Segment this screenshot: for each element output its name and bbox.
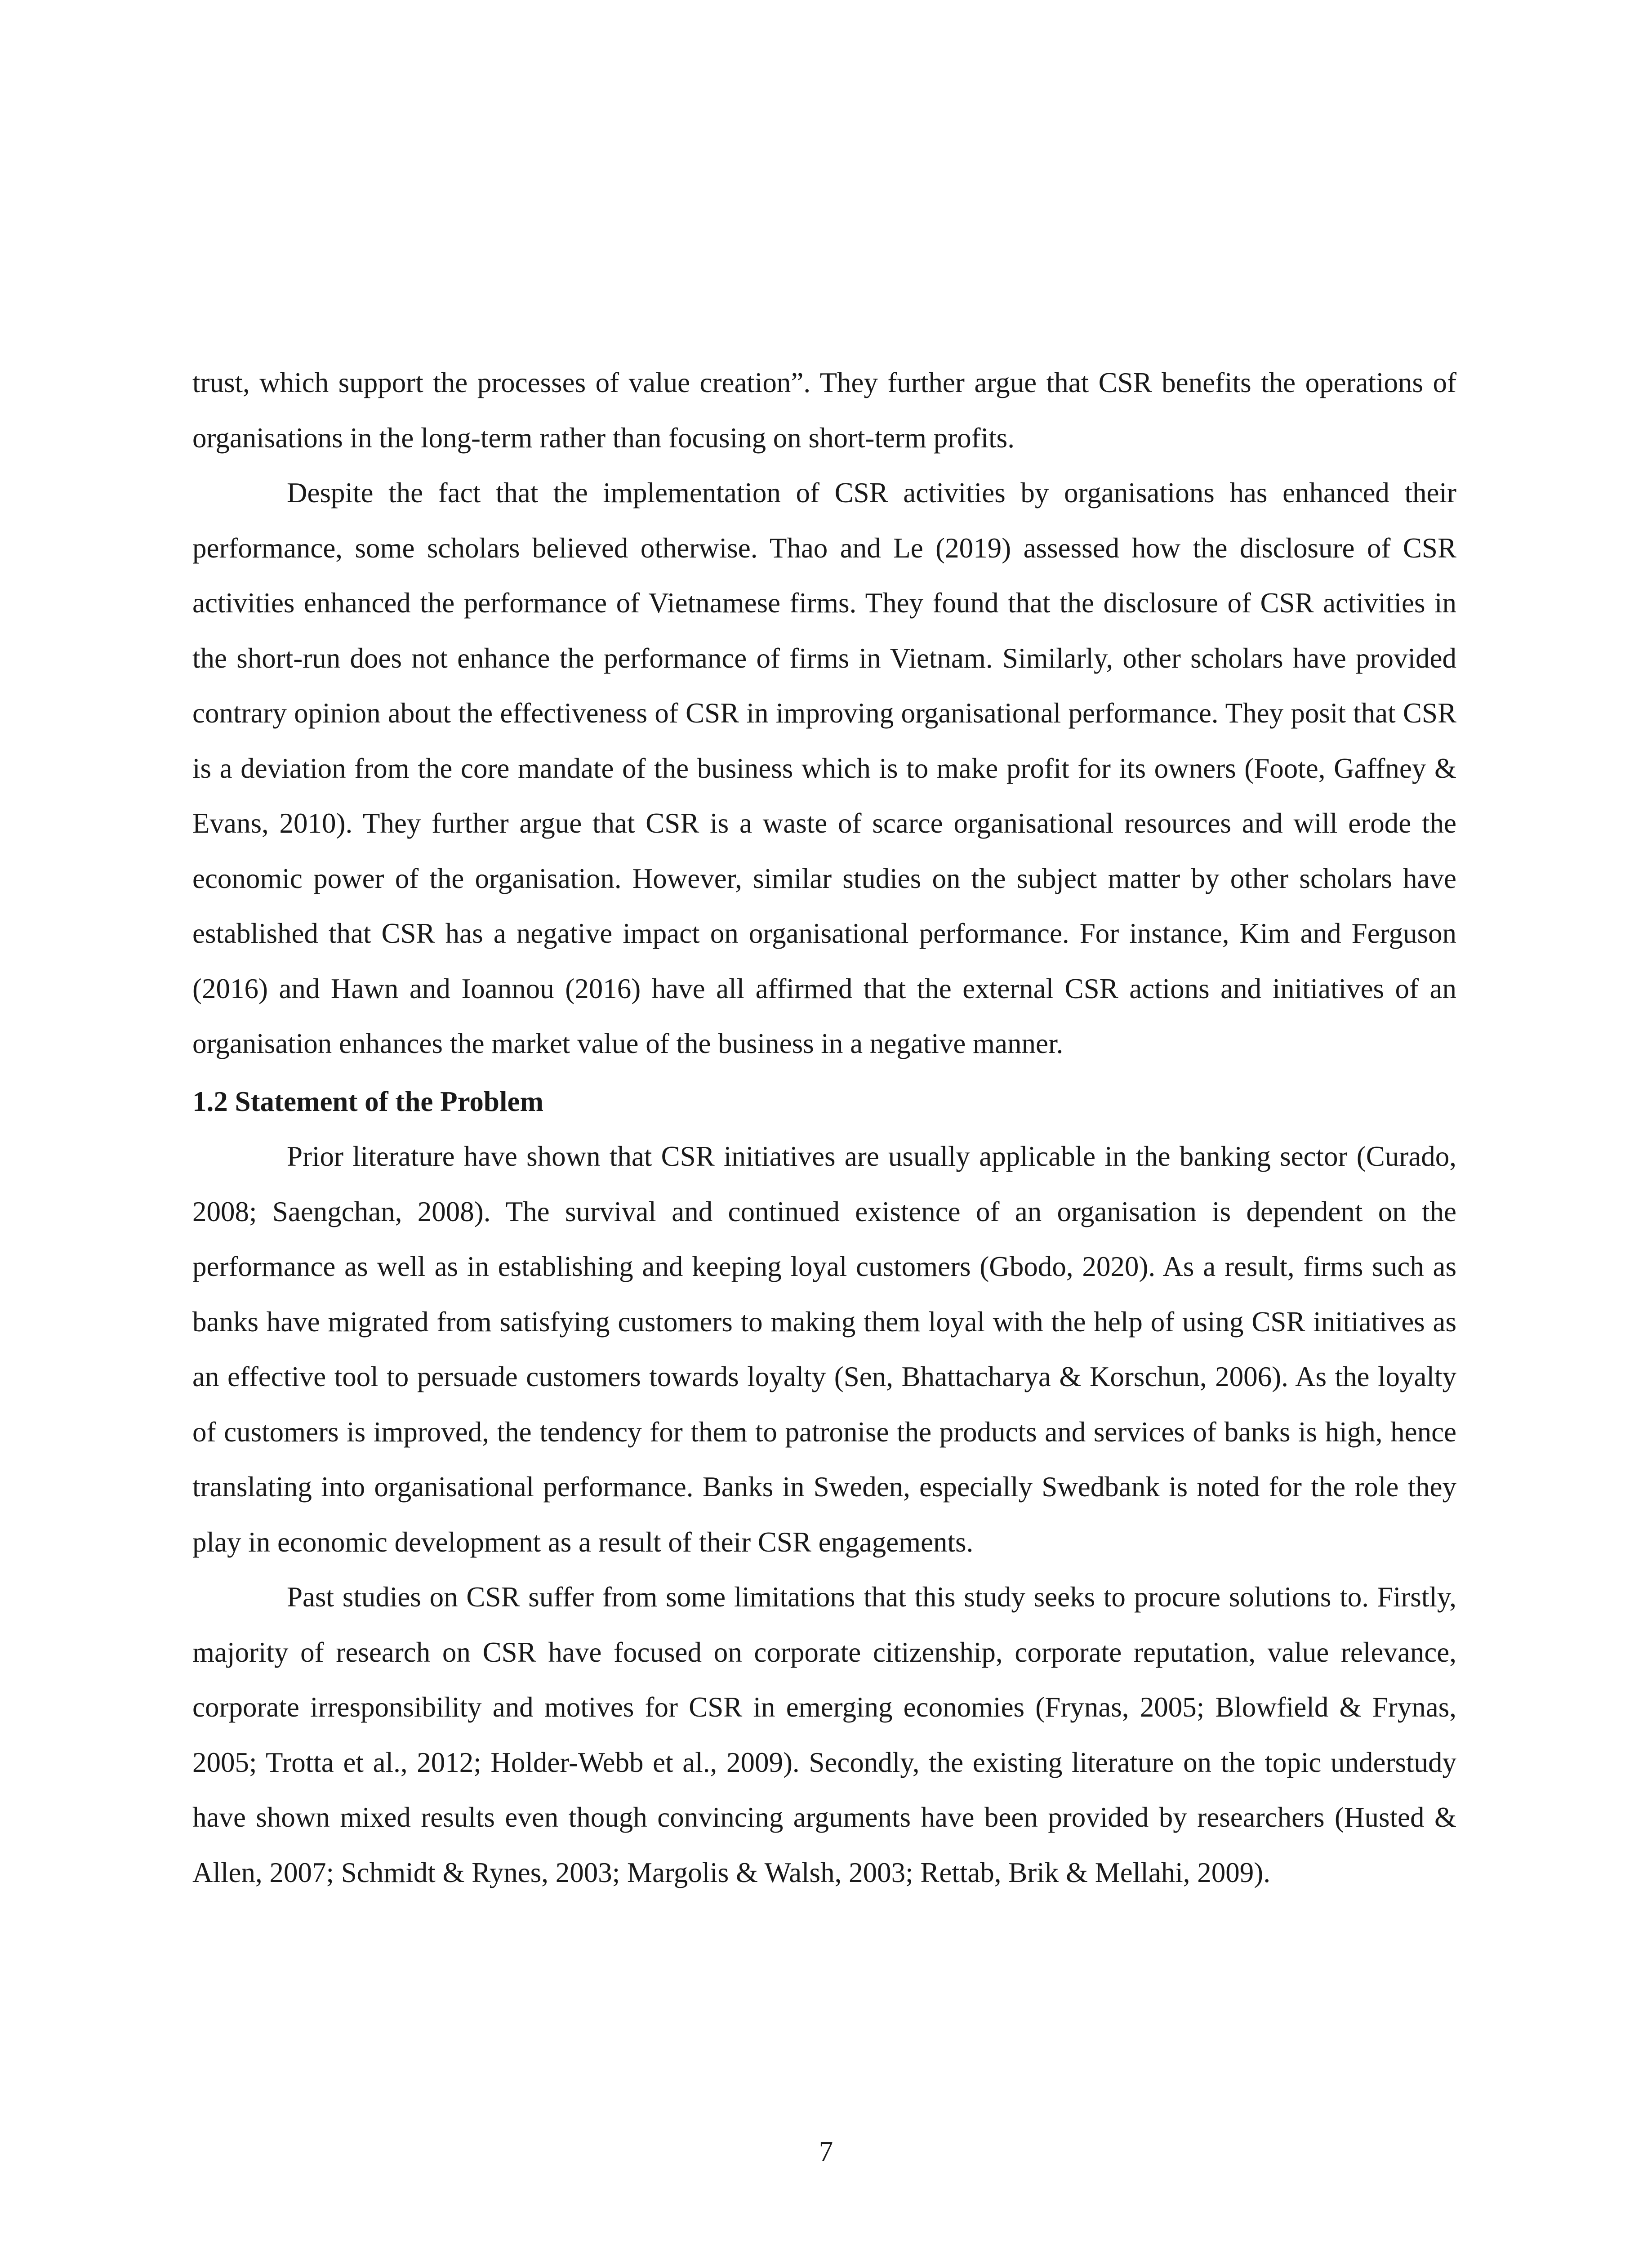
section-heading: 1.2 Statement of the Problem xyxy=(192,1085,543,1117)
body-text xyxy=(192,355,1456,1900)
paragraph-problem-limitations: Past studies on CSR suffer from some limitations that this study seeks to procure solutions to. Firstly, majority of research on CSR have focused on corporate citizenship, corporate reputation, value relevance, corporate irresponsibility and motives for CSR in emerging economies (Frynas, 2005; Blowfield & Frynas, 2005; Trotta et al., 2012; Holder-Webb et al., 2009). Secondly, the existing literature on the topic understudy have shown mixed results even though convincing arguments have been provided by researchers (Husted & Allen, 2007; Schmidt & Rynes, 2003; Margolis & Walsh, 2003; Rettab, Brik & Mellahi, 2009). xyxy=(192,1581,1456,1888)
paragraph-continued: trust, which support the processes of value creation”. They further argue that CSR benefits the operations of organisations in the long-term rather than focusing on short-term profits. xyxy=(192,367,1456,454)
paragraph-problem-banking: Prior literature have shown that CSR initiatives are usually applicable in the banking sector (Curado, 2008; Saengchan, 2008). The survival and continued existence of an organisation is dependent on the performance as well as in establishing and keeping loyal customers (Gbodo, 2020). As a result, firms such as banks have migrated from satisfying customers to making them loyal with the help of using CSR initiatives as an effective tool to persuade customers towards loyalty (Sen, Bhattacharya & Korschun, 2006). As the loyalty of customers is improved, the tendency for them to patronise the products and services of banks is high, hence translating into organisational performance. Banks in Sweden, especially Swedbank is noted for the role they play in economic development as a result of their CSR engagements. xyxy=(192,1141,1456,1558)
page-number: 7 xyxy=(819,2136,833,2167)
paragraph-csr-contrary-views: Despite the fact that the implementation of CSR activities by organisations has enhanced their performance, some scholars believed otherwise. Thao and Le (2019) assessed how the disclosure of CSR activities enhanced the performance of Vietnamese firms. They found that the disclosure of CSR activities in the short-run does not enhance the performance of firms in Vietnam. Similarly, other scholars have provided contrary opinion about the effectiveness of CSR in improving organisational performance. They posit that CSR is a deviation from the core mandate of the business which is to make profit for its owners (Foote, Gaffney & Evans, 2010). They further argue that CSR is a waste of scarce organisational resources and will erode the economic power of the organisation. However, similar studies on the subject matter by other scholars have established that CSR has a negative impact on organisational performance. For instance, Kim and Ferguson (2016) and Hawn and Ioannou (2016) have all affirmed that the external CSR actions and initiatives of an organisation enhances the market value of the business in a negative manner. xyxy=(192,477,1456,1059)
